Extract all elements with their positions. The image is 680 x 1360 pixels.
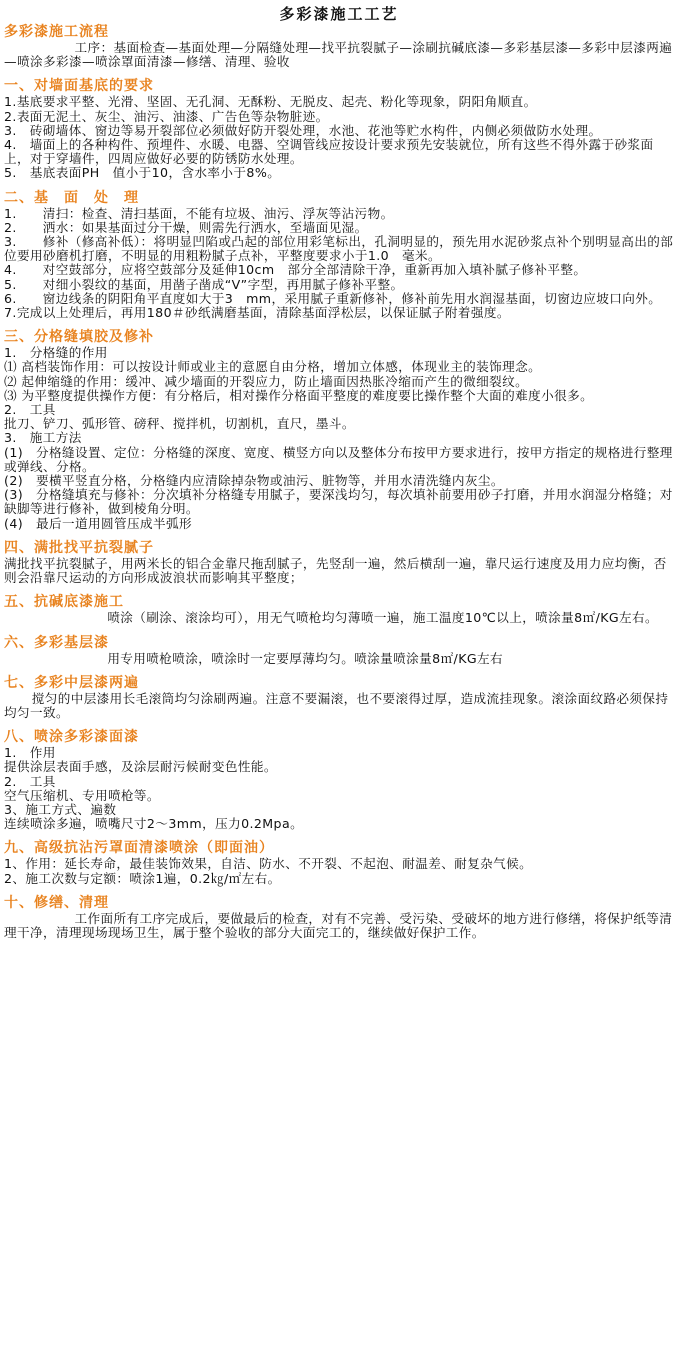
section-heading: 六、多彩基层漆: [4, 634, 109, 651]
paragraph: 用专用喷枪喷涂，喷涂时一定要厚薄均匀。喷涂量喷涂量8㎡/KG左右: [107, 650, 504, 666]
section-leveling-putty: [4, 540, 674, 585]
paragraph: 工序：基面检查—基面处理—分隔缝处理—找平抗裂腻子—涂刷抗碱底漆—多彩基层漆—多彩中层漆两遍—喷涂多彩漆—喷涂罩面清漆—修缮、清理、验收: [4, 40, 673, 70]
paragraph: (2) 要横平竖直分格，分格缝内应清除掉杂物或油污、脏物等，并用水清洗缝内灰尘。: [4, 473, 504, 489]
section-heading: 八、喷涂多彩漆面漆: [4, 729, 139, 746]
paragraph: 提供涂层表面手感，及涂层耐污候耐变色性能。: [4, 759, 277, 775]
section-spray-topcoat: [4, 729, 674, 831]
section-middle-coat: [4, 675, 674, 720]
paragraph: 5. 基底表面PH 值小于10，含水率小于8%。: [4, 165, 281, 181]
paragraph: 1. 作用: [4, 745, 56, 761]
paragraph: 空气压缩机、专用喷枪等。: [4, 787, 160, 803]
section-clear-varnish: [4, 840, 674, 885]
paragraph: 4. 墙面上的各种构件、预埋件、水暖、电器、空调管线应按设计要求预先安装就位，所有这些不得外露于砂浆面上，对于穿墙件，四周应做好必要的防锈防水处理。: [4, 137, 654, 167]
paragraph: 满批找平抗裂腻子，用两米长的铝合金靠尺拖刮腻子，先竖刮一遍，然后横刮一遍，靠尺运行速度及用力应均衡，否则会沿靠尺运动的方向形成波浪状而影响其平整度；: [4, 555, 667, 586]
paragraph: 喷涂（刷涂、滚涂均可），用无气喷枪均匀薄喷一遍，施工温度10℃以上，喷涂量8㎡/KG左右。: [107, 610, 659, 626]
section-heading: 九、高级抗沾污罩面清漆喷涂（即面油）: [4, 840, 274, 857]
paragraph: 4. 对空鼓部分，应将空鼓部分及延伸10cm 部分全部清除干净，重新再加入填补腻子修补平整。: [4, 262, 587, 278]
paragraph: 2. 工具: [4, 773, 56, 789]
section-base-coat: [4, 635, 674, 666]
paragraph: 2、施工次数与定额：喷涂1遍，0.2㎏/㎡左右。: [4, 870, 281, 886]
section-heading: 五、抗碱底漆施工: [4, 594, 124, 611]
section-alkali-primer: [4, 594, 674, 625]
paragraph: (4) 最后一道用圆管压成半弧形: [4, 515, 192, 531]
paragraph: 1.基底要求平整、光滑、坚固、无孔洞、无酥粉、无脱皮、起壳、粉化等现象，阴阳角顺直。: [4, 94, 537, 110]
section-repair-cleanup: [4, 895, 674, 940]
paragraph: 3. 修补（修高补低）：将明显凹陷或凸起的部位用彩笔标出，孔洞明显的，预先用水泥砂浆点补个别明显高出的部位要用砂磨机打磨，不明显的用粗粉腻子点补，平整度要求小于1.0 毫米。: [4, 234, 674, 264]
section-surface-treatment: [4, 190, 674, 321]
paragraph: 5. 对细小裂纹的基面，用凿子凿成“V”字型，再用腻子修补平整。: [4, 276, 404, 292]
paragraph: 1. 清扫：检查、清扫基面，不能有垃圾、油污、浮灰等沾污物。: [4, 205, 394, 221]
paragraph: ⑴ 高档装饰作用：可以按设计师或业主的意愿自由分格，增加立体感，体现业主的装饰理念。: [4, 359, 542, 375]
paragraph: 3. 施工方法: [4, 430, 82, 446]
section-heading: 四、满批找平抗裂腻子: [4, 539, 154, 556]
section-process: [4, 24, 674, 69]
document-title: 多彩漆施工工艺: [279, 5, 399, 23]
paragraph: 1、作用：延长寿命，最佳装饰效果，自洁、防水、不开裂、不起泡、耐温差、耐复杂气候。: [4, 856, 533, 872]
paragraph: 2. 工具: [4, 402, 56, 418]
section-heading: 多彩漆施工流程: [4, 24, 109, 40]
paragraph: (1) 分格缝设置、定位：分格缝的深度、宽度、横竖方向以及整体分布按甲方要求进行，按甲方指定的规格进行整理或弹线、分格。: [4, 444, 673, 474]
paragraph: 7.完成以上处理后，再用180＃砂纸满磨基面，清除基面浮松层，以保证腻子附着强度。: [4, 305, 510, 321]
paragraph: ⑵ 起伸缩缝的作用：缓冲、减少墙面的开裂应力，防止墙面因热胀冷缩而产生的微细裂纹。: [4, 373, 529, 389]
section-heading: 七、多彩中层漆两遍: [4, 674, 139, 691]
paragraph: 工作面所有工序完成后，要做最后的检查，对有不完善、受污染、受破坏的地方进行修缮，将保护纸等清理干净，清理现场现场卫生，属于整个验收的部分大面完工的，继续做好保护工作。: [4, 910, 673, 940]
paragraph: 3. 砖砌墙体、窗边等易开裂部位必须做好防开裂处理，水池、花池等贮水构件，内侧必须做防水处理。: [4, 122, 602, 138]
section-heading: 二、基 面 处 理: [4, 189, 139, 206]
section-heading: 三、分格缝填胶及修补: [4, 329, 154, 346]
paragraph: 连续喷涂多遍，喷嘴尺寸2～3mm，压力0.2Mpa。: [4, 816, 304, 832]
paragraph: 3、施工方式、遍数: [4, 801, 117, 817]
paragraph: 搅匀的中层漆用长毛滚筒均匀涂刷两遍。注意不要漏滚，也不要滚得过厚，造成流挂现象。滚涂面纹路必须保持均匀一致。: [4, 690, 669, 720]
paragraph: 1. 分格缝的作用: [4, 345, 108, 361]
section-heading: 一、对墙面基底的要求: [4, 78, 154, 95]
paragraph: 6. 窗边线条的阴阳角平直度如大于3 mm，采用腻子重新修补，修补前先用水润湿基面，切窗边应坡口向外。: [4, 290, 662, 306]
paragraph: (3) 分格缝填充与修补：分次填补分格缝专用腻子，要深浅均匀，每次填补前要用砂子打磨，并用水润湿分格缝；对缺脚等进行修补，做到棱角分明。: [4, 487, 673, 517]
paragraph: ⑶ 为平整度提供操作方便：有分格后，相对操作分格面平整度的难度要比操作整个大面的难度小很多。: [4, 387, 594, 403]
section-heading: 十、修缮、清理: [4, 894, 109, 911]
section-joint-filling: [4, 329, 674, 531]
paragraph: 2. 洒水：如果基面过分干燥，则需先行洒水，至墙面见湿。: [4, 219, 368, 235]
section-substrate-requirements: [4, 78, 674, 180]
paragraph: 批刀、铲刀、弧形管、磅秤、搅拌机，切割机，直尺，墨斗。: [4, 416, 355, 432]
paragraph: 2.表面无泥土、灰尘、油污、油漆、广告色等杂物脏迹。: [4, 108, 329, 124]
